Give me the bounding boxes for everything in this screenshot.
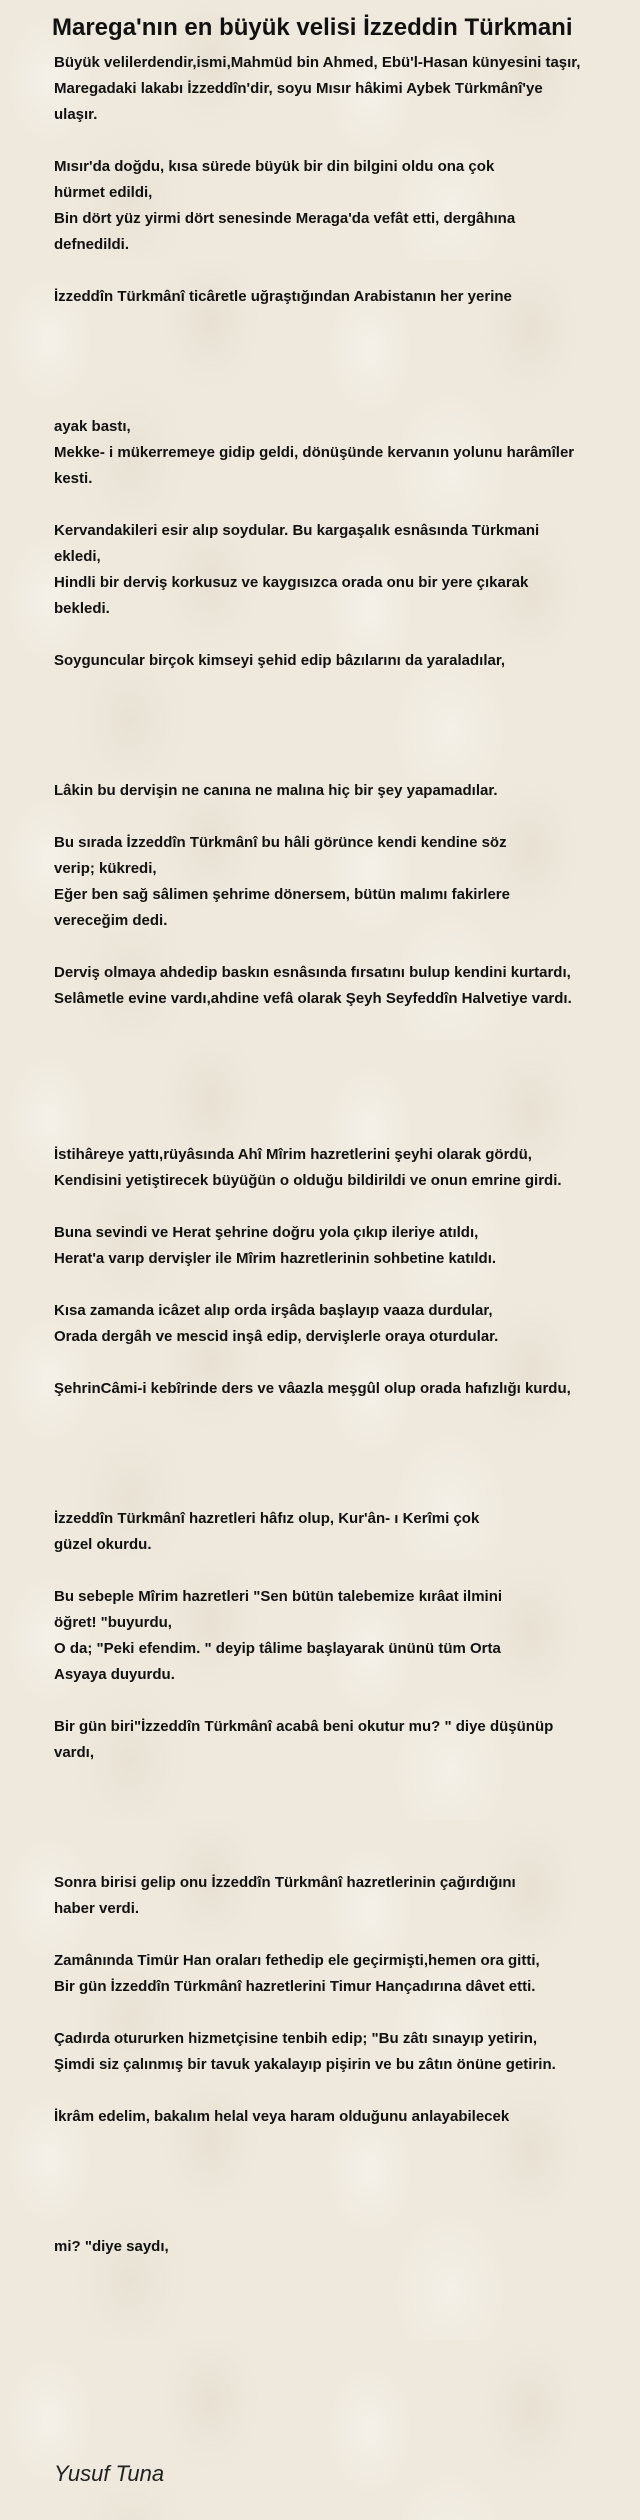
- blank-line: [54, 1922, 626, 1948]
- blank-line: [54, 1402, 626, 1428]
- blank-line: [54, 2130, 626, 2156]
- poem-line: ekledi,: [54, 548, 101, 565]
- poem-line: Soyguncular birçok kimseyi şehid edip bâzılarını da yaraladılar,: [54, 652, 506, 669]
- poem-line: İkrâm edelim, bakalım helal veya haram olduğunu anlayabilecek: [54, 2108, 510, 2125]
- poem-line: öğret! "buyurdu,: [54, 1614, 172, 1631]
- poem-line: Bu sebeple Mîrim hazretleri "Sen bütün talebemize kırâat ilmini: [54, 1588, 503, 1605]
- blank-line: [54, 258, 626, 284]
- blank-line: [54, 1844, 626, 1870]
- poem-line: Derviş olmaya ahdedip baskın esnâsında fırsatını bulup kendini kurtardı,: [54, 964, 571, 981]
- blank-line: [54, 2000, 626, 2026]
- blank-line: [54, 362, 626, 388]
- poem-line: Bu sırada İzzeddîn Türkmânî bu hâli görünce kendi kendine söz: [54, 834, 507, 851]
- blank-line: [54, 2208, 626, 2234]
- poem-line: ayak bastı,: [54, 418, 131, 435]
- poem-line: bekledi.: [54, 600, 110, 617]
- blank-line: [54, 492, 626, 518]
- blank-line: [54, 2156, 626, 2182]
- blank-line: [54, 1688, 626, 1714]
- blank-line: [54, 674, 626, 700]
- poem-line: Kısa zamanda icâzet alıp orda irşâda başlayıp vaaza durdular,: [54, 1302, 493, 1319]
- poem-line: Büyük velilerdendir,ismi,Mahmüd bin Ahmed, Ebü'l-Hasan künyesini taşır,: [54, 54, 581, 71]
- blank-line: [54, 1818, 626, 1844]
- blank-line: [54, 1454, 626, 1480]
- blank-line: [54, 128, 626, 154]
- blank-line: [54, 934, 626, 960]
- poem-line: vereceğim dedi.: [54, 912, 168, 929]
- poem-line: verip; kükredi,: [54, 860, 157, 877]
- blank-line: [54, 1116, 626, 1142]
- poem-line: Bir gün biri"İzzeddîn Türkmânî acabâ beni okutur mu? " diye düşünüp: [54, 1718, 554, 1735]
- poem-line: İstihâreye yattı,rüyâsında Ahî Mîrim hazretlerini şeyhi olarak gördü,: [54, 1146, 532, 1163]
- poem-line: Orada dergâh ve mescid inşâ edip, dervişlerle oraya oturdular.: [54, 1328, 499, 1345]
- poem-line: Çadırda otururken hizmetçisine tenbih edip; "Bu zâtı sınayıp yetirin,: [54, 2030, 538, 2047]
- poem-title: Marega'nın en büyük velisi İzzeddin Türkmani: [52, 14, 573, 41]
- poem-line: mi? "diye saydı,: [54, 2238, 169, 2255]
- poem-line: O da; "Peki efendim. " deyip tâlime başlayarak ününü tüm Orta: [54, 1640, 501, 1657]
- poem-line: İzzeddîn Türkmânî hazretleri hâfız olup, Kur'ân- ı Kerîmi çok: [54, 1510, 480, 1527]
- poem-line: Maregadaki lakabı İzzeddîn'dir, soyu Mısır hâkimi Aybek Türkmânî'ye: [54, 80, 543, 97]
- blank-line: [54, 2182, 626, 2208]
- poem-line: hürmet edildi,: [54, 184, 153, 201]
- poem-line: Asyaya duyurdu.: [54, 1666, 175, 1683]
- poem-line: Kendisini yetiştirecek büyüğün o olduğu bildirildi ve onun emrine girdi.: [54, 1172, 562, 1189]
- poem-line: Bir gün İzzeddîn Türkmânî hazretlerini Timur Hançadırına dâvet etti.: [54, 1978, 536, 1995]
- blank-line: [54, 1038, 626, 1064]
- poem-line: Şimdi siz çalınmış bir tavuk yakalayıp pişirin ve bu zâtın önüne getirin.: [54, 2056, 556, 2073]
- blank-line: [54, 752, 626, 778]
- blank-line: [54, 1012, 626, 1038]
- blank-line: [54, 1558, 626, 1584]
- blank-line: [54, 1766, 626, 1792]
- blank-line: [54, 388, 626, 414]
- poem-line: ulaşır.: [54, 106, 98, 123]
- poem-line: Kervandakileri esir alıp soydular. Bu kargaşalık esnâsında Türkmani: [54, 522, 540, 539]
- blank-line: [54, 310, 626, 336]
- poem-line: Eğer ben sağ sâlimen şehrime dönersem, bütün malımı fakirlere: [54, 886, 510, 903]
- blank-line: [54, 1090, 626, 1116]
- poem-line: Sonra birisi gelip onu İzzeddîn Türkmânî hazretlerinin çağırdığını: [54, 1874, 516, 1891]
- blank-line: [54, 1194, 626, 1220]
- poem-line: güzel okurdu.: [54, 1536, 152, 1553]
- blank-line: [54, 622, 626, 648]
- poem-line: kesti.: [54, 470, 93, 487]
- blank-line: [54, 2078, 626, 2104]
- poem-body: [54, 50, 626, 2260]
- blank-line: [54, 726, 626, 752]
- poem-line: ŞehrinCâmi-i kebîrinde ders ve vâazla meşgûl olup orada hafızlığı kurdu,: [54, 1380, 571, 1397]
- blank-line: [54, 1350, 626, 1376]
- blank-line: [54, 336, 626, 362]
- blank-line: [54, 1272, 626, 1298]
- blank-line: [54, 700, 626, 726]
- poem-line: Mekke- i mükerremeye gidip geldi, dönüşünde kervanın yolunu harâmîler: [54, 444, 575, 461]
- blank-line: [54, 804, 626, 830]
- poem-line: vardı,: [54, 1744, 95, 1761]
- poem-line: Bin dört yüz yirmi dört senesinde Meraga'da vefât etti, dergâhına: [54, 210, 516, 227]
- blank-line: [54, 1064, 626, 1090]
- poem-line: Buna sevindi ve Herat şehrine doğru yola çıkıp ileriye atıldı,: [54, 1224, 479, 1241]
- poem-line: Lâkin bu dervişin ne canına ne malına hiç bir şey yapamadılar.: [54, 782, 498, 799]
- poem-line: İzzeddîn Türkmânî ticâretle uğraştığından Arabistanın her yerine: [54, 288, 512, 305]
- poem-line: haber verdi.: [54, 1900, 140, 1917]
- poem-line: Herat'a varıp dervişler ile Mîrim hazretlerinin sohbetine katıldı.: [54, 1250, 497, 1267]
- poem-line: Zamânında Timür Han oraları fethedip ele geçirmişti,hemen ora gitti,: [54, 1952, 540, 1969]
- blank-line: [54, 1480, 626, 1506]
- poem-line: Selâmetle evine vardı,ahdine vefâ olarak Şeyh Seyfeddîn Halvetiye vardı.: [54, 990, 572, 1007]
- blank-line: [54, 1792, 626, 1818]
- poem-line: defnedildi.: [54, 236, 129, 253]
- poem-line: Hindli bir derviş korkusuz ve kaygısızca orada onu bir yere çıkarak: [54, 574, 529, 591]
- blank-line: [54, 1428, 626, 1454]
- author-name: Yusuf Tuna: [54, 2461, 165, 2486]
- poem-line: Mısır'da doğdu, kısa sürede büyük bir din bilgini oldu ona çok: [54, 158, 495, 175]
